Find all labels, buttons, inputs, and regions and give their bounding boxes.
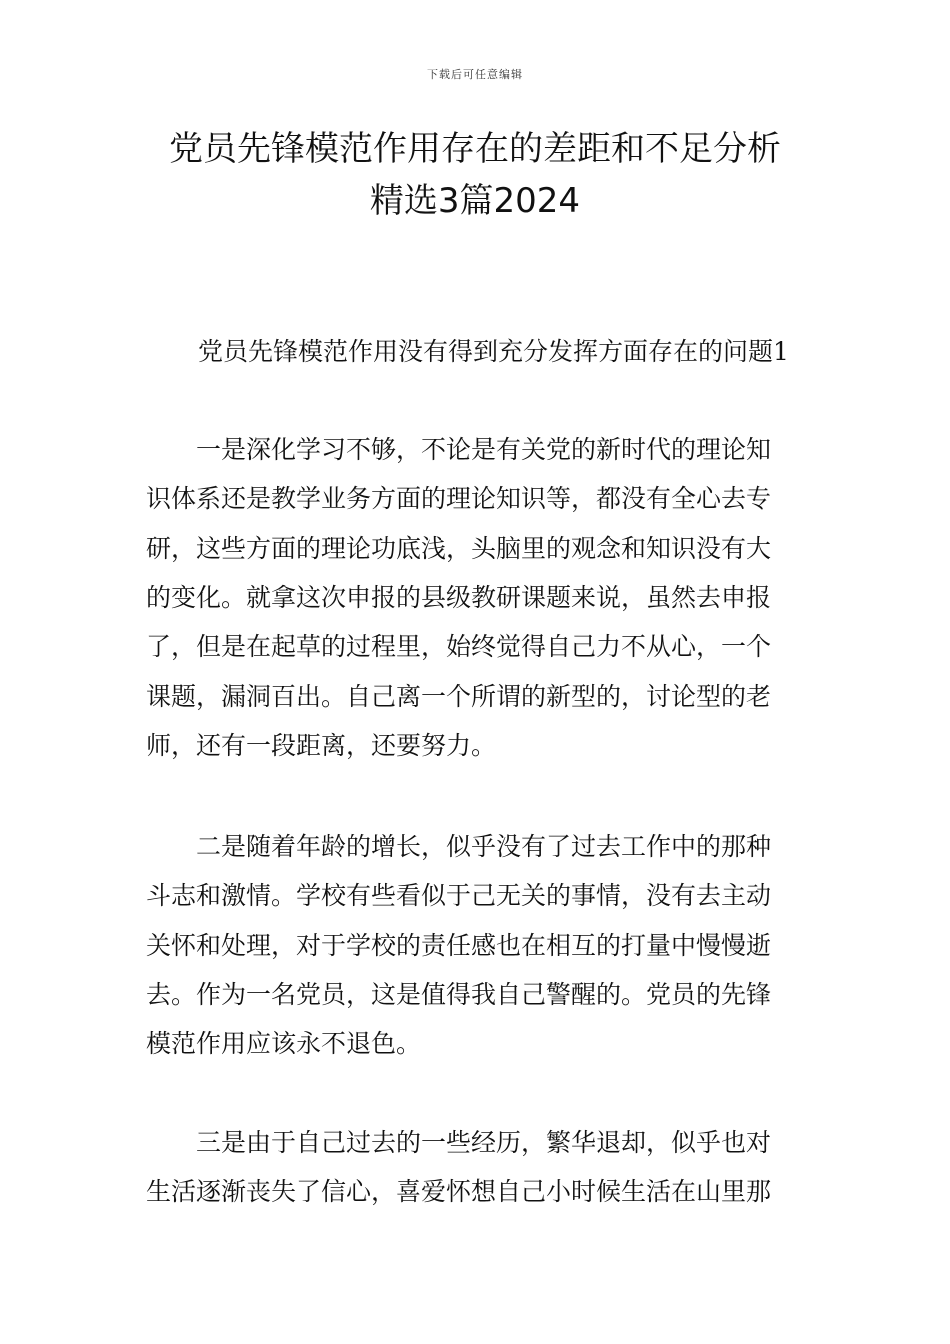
document-title-line-2: 精选3篇2024 xyxy=(369,181,581,221)
paragraph-line: 二是随着年龄的增长，似乎没有了过去工作中的那种 xyxy=(146,832,772,861)
paragraph-line: 师，还有一段距离，还要努力。 xyxy=(146,730,497,760)
paragraph-line: 去。作为一名党员，这是值得我自己警醒的。党员的先锋 xyxy=(146,979,772,1009)
paragraph-line: 一是深化学习不够，不论是有关党的新时代的理论知 xyxy=(146,435,772,464)
paragraph-line: 斗志和激情。学校有些看似于己无关的事情，没有去主动 xyxy=(146,881,772,911)
paragraph-line: 课题，漏洞百出。自己离一个所谓的新型的，讨论型的老 xyxy=(146,681,772,711)
paragraph-line: 关怀和处理，对于学校的责任感也在相互的打量中慢慢逝 xyxy=(146,930,772,960)
document-title-line-1: 党员先锋模范作用存在的差距和不足分析 xyxy=(169,129,781,169)
paragraph-line: 识体系还是教学业务方面的理论知识等，都没有全心去专 xyxy=(146,484,772,514)
paragraph-line: 生活逐渐丧失了信心，喜爱怀想自己小时候生活在山里那 xyxy=(146,1177,772,1207)
section-subheading: 党员先锋模范作用没有得到充分发挥方面存在的问题1 xyxy=(198,337,789,366)
paragraph-line: 了，但是在起草的过程里，始终觉得自己力不从心，一个 xyxy=(146,632,772,662)
paragraph-line: 三是由于自己过去的一些经历，繁华退却，似乎也对 xyxy=(146,1128,772,1157)
paragraph-line: 的变化。就拿这次申报的县级教研课题来说，虽然去申报 xyxy=(146,582,772,612)
header-note: 下载后可任意编辑 xyxy=(427,68,523,81)
paragraph-line: 研，这些方面的理论功底浅，头脑里的观念和知识没有大 xyxy=(146,533,772,563)
paragraph-line: 模范作用应该永不退色。 xyxy=(146,1029,422,1059)
